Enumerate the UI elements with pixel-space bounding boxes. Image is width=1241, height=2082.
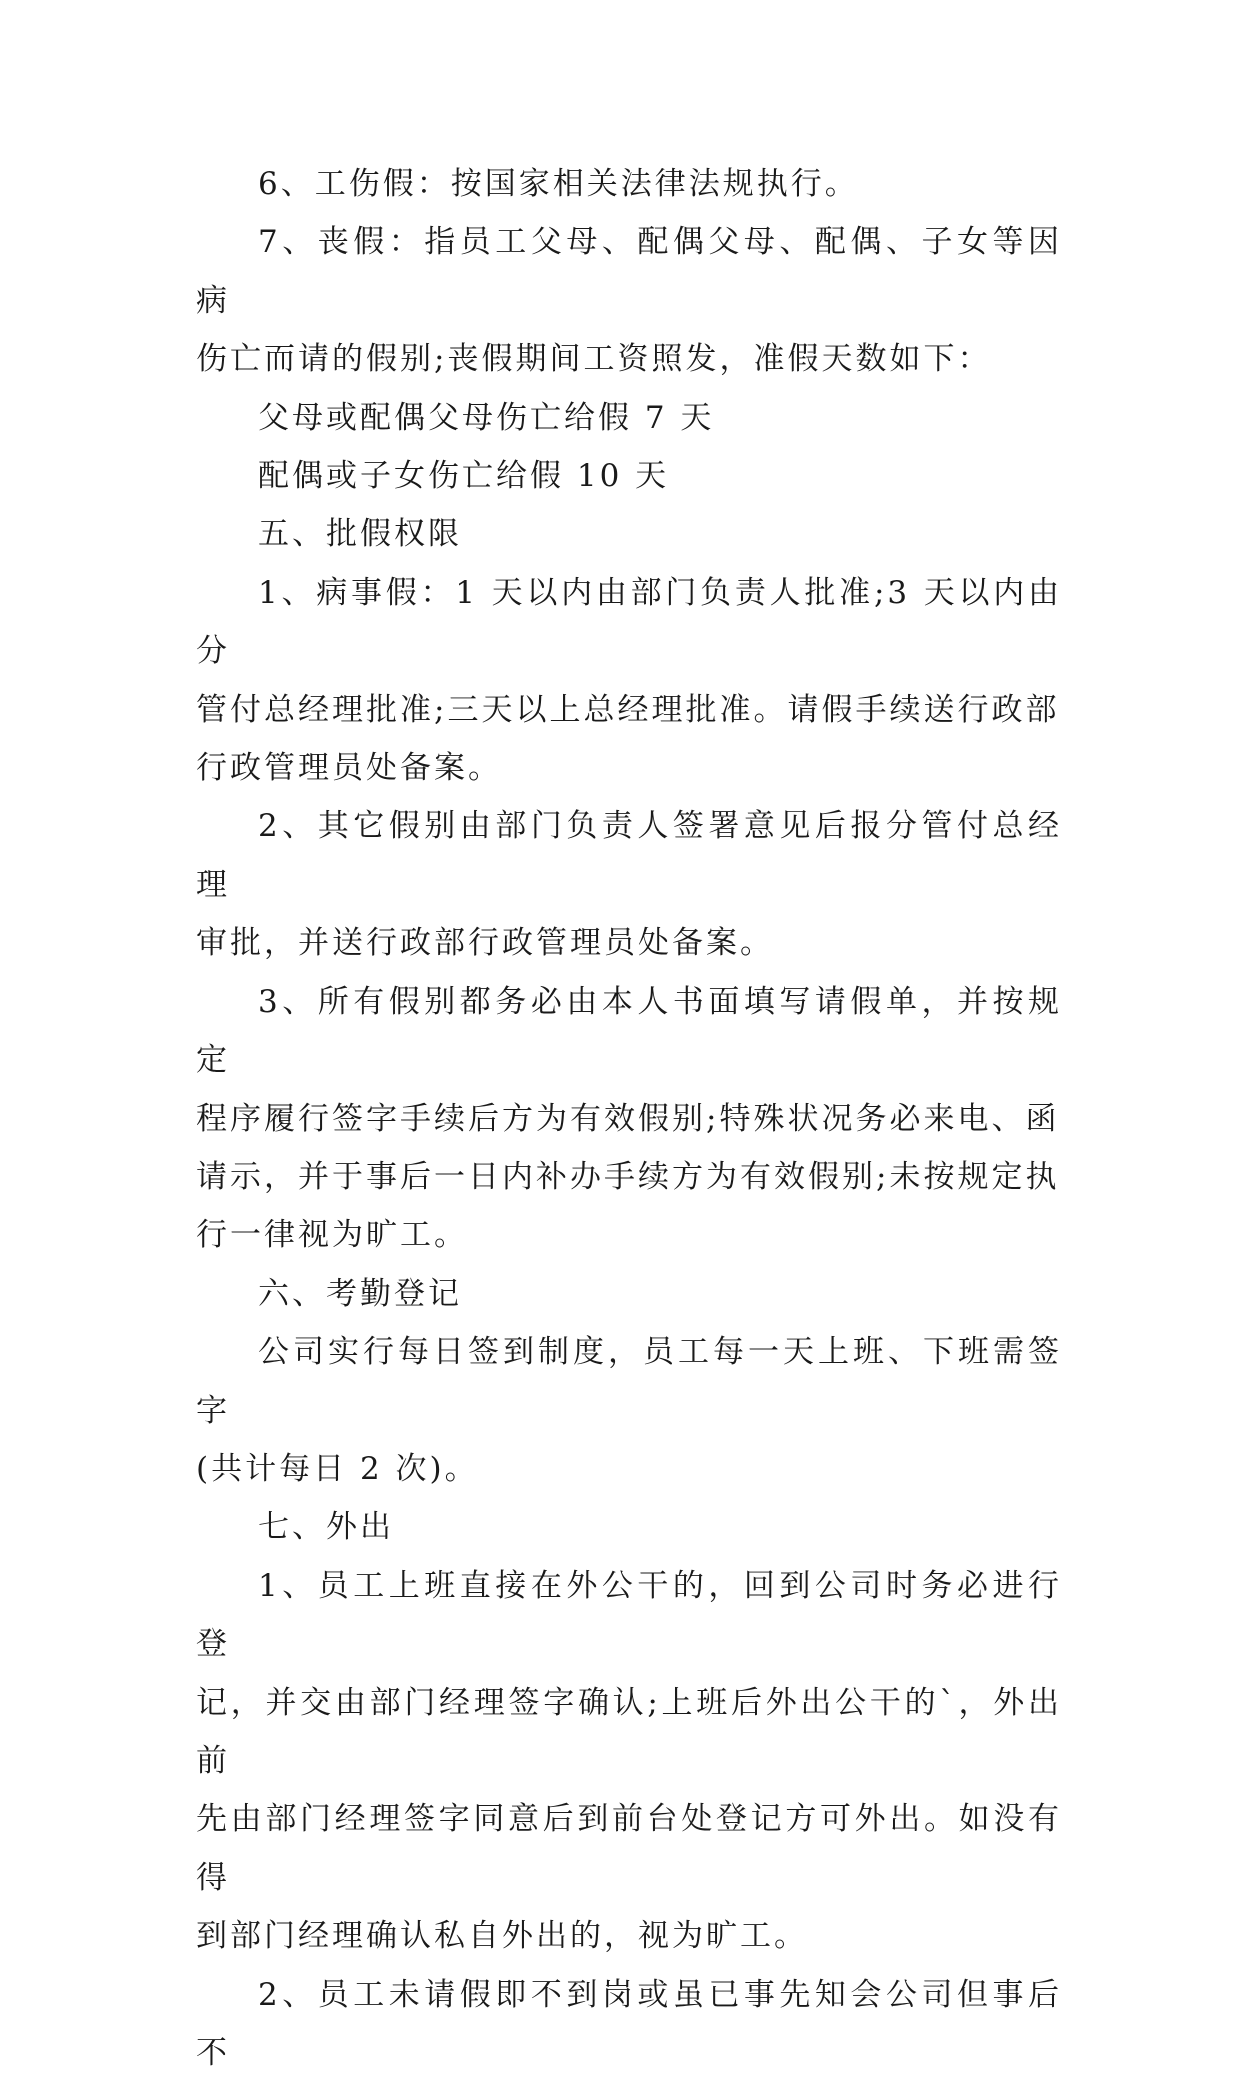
text-line: 父母或配偶父母伤亡给假 7 天 xyxy=(258,399,715,436)
text-line: 1、病事假：1 天以内由部门负责人批准;3 天以内由分 xyxy=(196,574,1062,670)
section-heading-attendance xyxy=(196,1265,1062,1323)
text-line: 行一律视为旷工。 xyxy=(196,1217,468,1254)
document-page xyxy=(196,155,1062,2082)
section-heading-going-out xyxy=(196,1498,1062,1556)
text-line: 到部门经理确认私自外出的，视为旷工。 xyxy=(196,1918,808,1955)
text-line: 记，并交由部门经理签字确认;上班后外出公干的`，外出前 xyxy=(196,1684,1062,1779)
paragraph-spouse-leave-days xyxy=(196,447,1062,505)
text-line: 7、丧假：指员工父母、配偶父母、配偶、子女等因病 xyxy=(196,224,1062,319)
section-heading-approval-authority xyxy=(196,505,1062,563)
paragraph-parent-leave-days xyxy=(196,389,1062,447)
text-line: 程序履行签字手续后方为有效假别;特殊状况务必来电、函 xyxy=(196,1100,1060,1137)
text-line: 2、员工未请假即不到岗或虽已事先知会公司但事后不 xyxy=(196,1976,1062,2071)
paragraph-bereavement-leave xyxy=(196,213,1062,388)
text-line: 6、工伤假：按国家相关法律法规执行。 xyxy=(258,166,859,202)
text-line: 配偶或子女伤亡给假 10 天 xyxy=(258,458,670,495)
paragraph-work-injury-leave xyxy=(196,155,1062,213)
paragraph-leave-procedure xyxy=(196,973,1062,1265)
text-line: (共计每日 2 次)。 xyxy=(196,1450,479,1487)
text-line: 2、其它假别由部门负责人签署意见后报分管付总经理 xyxy=(196,808,1062,903)
text-line: 1、员工上班直接在外公干的，回到公司时务必进行登 xyxy=(196,1567,1062,1663)
paragraph-outside-work-registration xyxy=(196,1557,1062,1966)
text-line: 五、批假权限 xyxy=(258,516,462,553)
paragraph-daily-sign-in xyxy=(196,1323,1062,1498)
text-line: 请示，并于事后一日内补办手续方为有效假别;未按规定执 xyxy=(196,1158,1060,1195)
text-line: 公司实行每日签到制度，员工每一天上班、下班需签字 xyxy=(196,1334,1062,1429)
text-line: 先由部门经理签字同意后到前台处登记方可外出。如没有得 xyxy=(196,1801,1062,1896)
text-line: 3、所有假别都务必由本人书面填写请假单，并按规定 xyxy=(196,983,1062,1079)
paragraph-absence-without-leave xyxy=(196,1966,1062,2082)
text-line: 六、考勤登记 xyxy=(258,1275,462,1312)
text-line: 审批，并送行政部行政管理员处备案。 xyxy=(196,925,774,962)
text-line: 伤亡而请的假别;丧假期间工资照发，准假天数如下： xyxy=(196,341,992,378)
text-line: 管付总经理批准;三天以上总经理批准。请假手续送行政部 xyxy=(196,691,1060,728)
text-line: 七、外出 xyxy=(258,1509,394,1546)
paragraph-other-leave-approval xyxy=(196,797,1062,972)
text-line: 行政管理员处备案。 xyxy=(196,750,502,787)
paragraph-sick-personal-leave-approval xyxy=(196,564,1062,798)
